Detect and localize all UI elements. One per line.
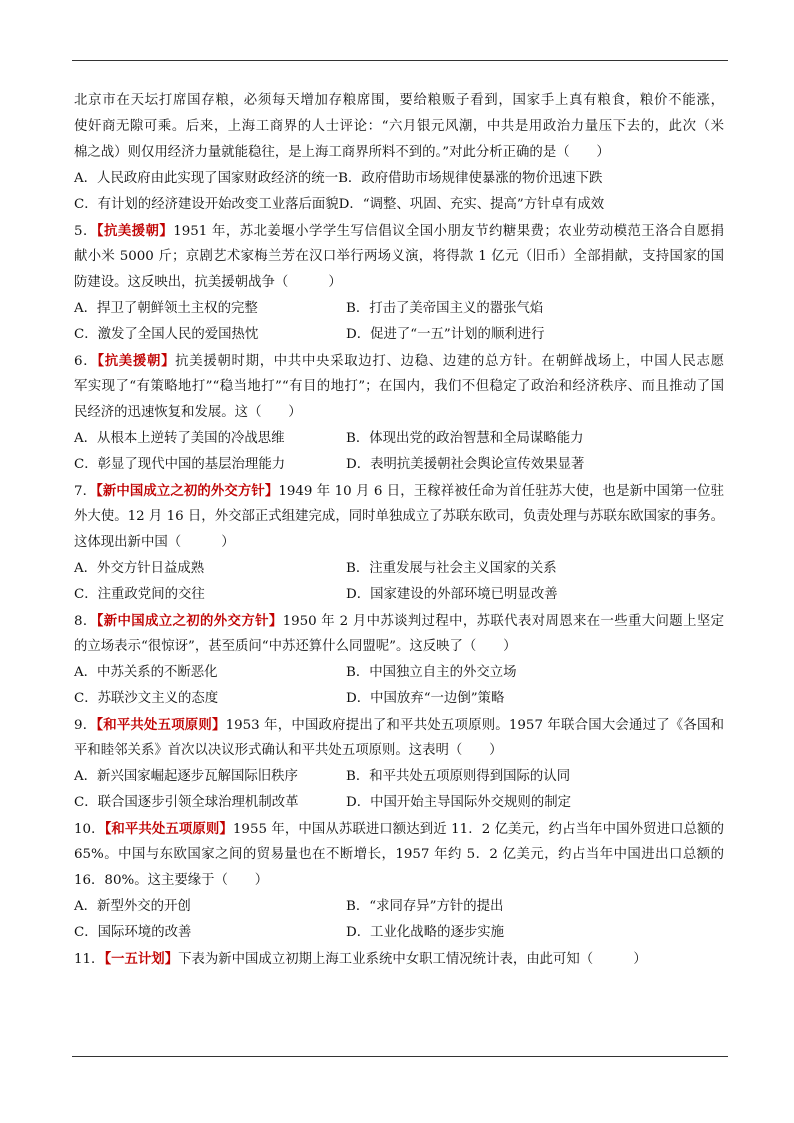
question-6 [74, 348, 724, 478]
question-9 [74, 712, 724, 816]
question-text: 抗美援朝时期，中共中央采取边打、边稳、边建的总方针。在朝鲜战场上，中国人民志愿 [175, 354, 724, 369]
option-a: A．中苏关系的不断恶化 [74, 665, 218, 680]
question-text-line: 军实现了“有策略地打”“稳当地打”“有目的地打”；在国内，我们不但稳定了政治和经济秩序、而且推动了国 [74, 379, 724, 394]
option-d: D．中国放弃“一边倒”策略 [346, 691, 505, 706]
option-row [74, 790, 724, 816]
question-5 [74, 218, 724, 348]
question-text-line: 民经济的迅速恢复和发展。这（ ） [74, 405, 302, 420]
topic-tag: 【抗美援朝】 [97, 353, 176, 369]
question-stem-line [74, 816, 724, 842]
question-number: 5． [74, 224, 97, 239]
question-text-line: 这体现出新中国（ ） [74, 535, 235, 550]
option-line-cd: C．有计划的经济建设开始改变工业落后面貌D．“调整、巩固、充实、提高”方针卓有成效 [74, 197, 605, 212]
option-a: A．新兴国家崛起逐步瓦解国际旧秩序 [74, 769, 298, 784]
question-text-line: 的立场表示“很惊讶”，甚至质问“中苏还算什么同盟呢”。这反映了（ ） [74, 639, 517, 654]
question-text-line: 16．80%。这主要缘于（ ） [74, 873, 269, 888]
option-row [74, 556, 724, 582]
topic-tag: 【和平共处五项原则】 [104, 821, 233, 837]
option-row [74, 426, 724, 452]
question-number: 9． [74, 718, 97, 733]
option-a: A．捍卫了朝鲜领土主权的完整 [74, 301, 258, 316]
question-number: 7． [74, 484, 97, 499]
question-number: 11． [74, 952, 105, 967]
option-a: A．外交方针日益成熟 [74, 561, 205, 576]
question-text: 1953 年，中国政府提出了和平共处五项原则。1957 年联合国大会通过了《各国和 [225, 718, 724, 733]
topic-tag: 【和平共处五项原则】 [96, 717, 226, 733]
question-stem-line [74, 712, 724, 738]
footer-rule [72, 1056, 728, 1057]
option-row [74, 296, 724, 322]
question-text: 1949 年 10 月 6 日，王稼祥被任命为首任驻苏大使，也是新中国第一位驻 [278, 484, 724, 499]
option-c: C．激发了全国人民的爱国热忱 [74, 327, 259, 342]
topic-tag: 【新中国成立之初的外交方针】 [96, 483, 279, 499]
option-a: A．从根本上逆转了美国的冷战思维 [74, 431, 285, 446]
question-stem-line [74, 218, 724, 244]
option-row [74, 920, 724, 946]
option-row [74, 686, 724, 712]
option-b: B．注重发展与社会主义国家的关系 [346, 561, 557, 576]
question-7 [74, 478, 724, 608]
question-text: 1950 年 2 月中苏谈判过程中，苏联代表对周恩来在一些重大问题上坚定 [282, 614, 724, 629]
option-b: B．“求同存异”方针的提出 [346, 899, 504, 914]
option-c: C．联合国逐步引领全球治理机制改革 [74, 795, 299, 810]
option-c: C．彰显了现代中国的基层治理能力 [74, 457, 286, 472]
question-stem-line [74, 608, 724, 634]
question-text: 1951 年，苏北姜堰小学学生写信倡议全国小朋友节约糖果费；农业劳动模范王洛合自愿捐 [173, 224, 724, 239]
option-row [74, 452, 724, 478]
question-text: 下表为新中国成立初期上海工业系统中女职工情况统计表，由此可知（ ） [178, 952, 647, 967]
option-b: B．体现出党的政治智慧和全局谋略能力 [346, 431, 584, 446]
option-c: C．国际环境的改善 [74, 925, 192, 940]
question-content [74, 88, 724, 972]
option-c: C．苏联沙文主义的态度 [74, 691, 219, 706]
question-text-line: 平和睦邻关系》首次以决议形式确认和平共处五项原则。这表明（ ） [74, 743, 503, 758]
question-text: 1955 年，中国从苏联进口额达到近 11．2 亿美元，约占当年中国外贸进口总额的 [232, 822, 724, 837]
option-row [74, 894, 724, 920]
option-d: D．表明抗美援朝社会舆论宣传效果显著 [346, 457, 585, 472]
option-b: B．打击了美帝国主义的嚣张气焰 [346, 301, 544, 316]
option-row [74, 660, 724, 686]
question-11 [74, 946, 724, 972]
option-b: B．和平共处五项原则得到国际的认同 [346, 769, 571, 784]
option-c: C．注重政党间的交往 [74, 587, 205, 602]
option-d: D．中国开始主导国际外交规则的制定 [346, 795, 571, 810]
question-number: 6． [74, 354, 98, 369]
option-row [74, 322, 724, 348]
option-row [74, 582, 724, 608]
option-d: D．促进了“一五”计划的顺利进行 [346, 327, 545, 342]
option-row [74, 764, 724, 790]
question-stem-line [74, 946, 724, 972]
question-text-line: 献小米 5000 斤；京剧艺术家梅兰芳在汉口举行两场义演，将得款 1 亿元（旧币）全部捐献，支持国家的国 [74, 249, 724, 264]
question-text-line: 使奸商无隙可乘。后来，上海工商界的人士评论：“六月银元风潮，中共是用政治力量压下去的，此次（米 [74, 119, 724, 134]
topic-tag: 【抗美援朝】 [96, 223, 174, 239]
topic-tag: 【新中国成立之初的外交方针】 [96, 613, 283, 629]
question-text-line: 北京市在天坛打席国存粮，必须每天增加存粮席围，要给粮贩子看到，国家手上真有粮食，粮价不能涨， [74, 93, 724, 108]
question-text-line: 棉之战）则仅用经济力量就能稳往，是上海工商界所料不到的。”对此分析正确的是（ ） [74, 145, 610, 160]
question-4 [74, 88, 724, 218]
question-stem-line [74, 478, 724, 504]
question-stem-line [74, 348, 724, 374]
topic-tag: 【一五计划】 [104, 951, 179, 967]
question-10 [74, 816, 724, 946]
question-number: 10． [74, 822, 105, 837]
option-b: B．中国独立自主的外交立场 [346, 665, 517, 680]
question-8 [74, 608, 724, 712]
question-text-line: 防建设。这反映出，抗美援朝战争（ ） [74, 275, 342, 290]
header-rule [72, 60, 728, 61]
question-text-line: 外大使。12 月 16 日，外交部正式组建完成，同时单独成立了苏联东欧司，负责处理与苏联东欧国家的事务。 [74, 509, 724, 524]
question-text-line: 65%。中国与东欧国家之间的贸易量也在不断增长，1957 年约 5．2 亿美元，约占当年中国进出口总额的 [74, 847, 724, 862]
option-a: A．新型外交的开创 [74, 899, 191, 914]
question-number: 8． [74, 614, 97, 629]
option-d: D．工业化战略的逐步实施 [346, 925, 505, 940]
option-d: D．国家建设的外部环境已明显改善 [346, 587, 558, 602]
option-line-ab: A．人民政府由此实现了国家财政经济的统一B．政府借助市场规律使暴涨的物价迅速下跌 [74, 171, 603, 186]
